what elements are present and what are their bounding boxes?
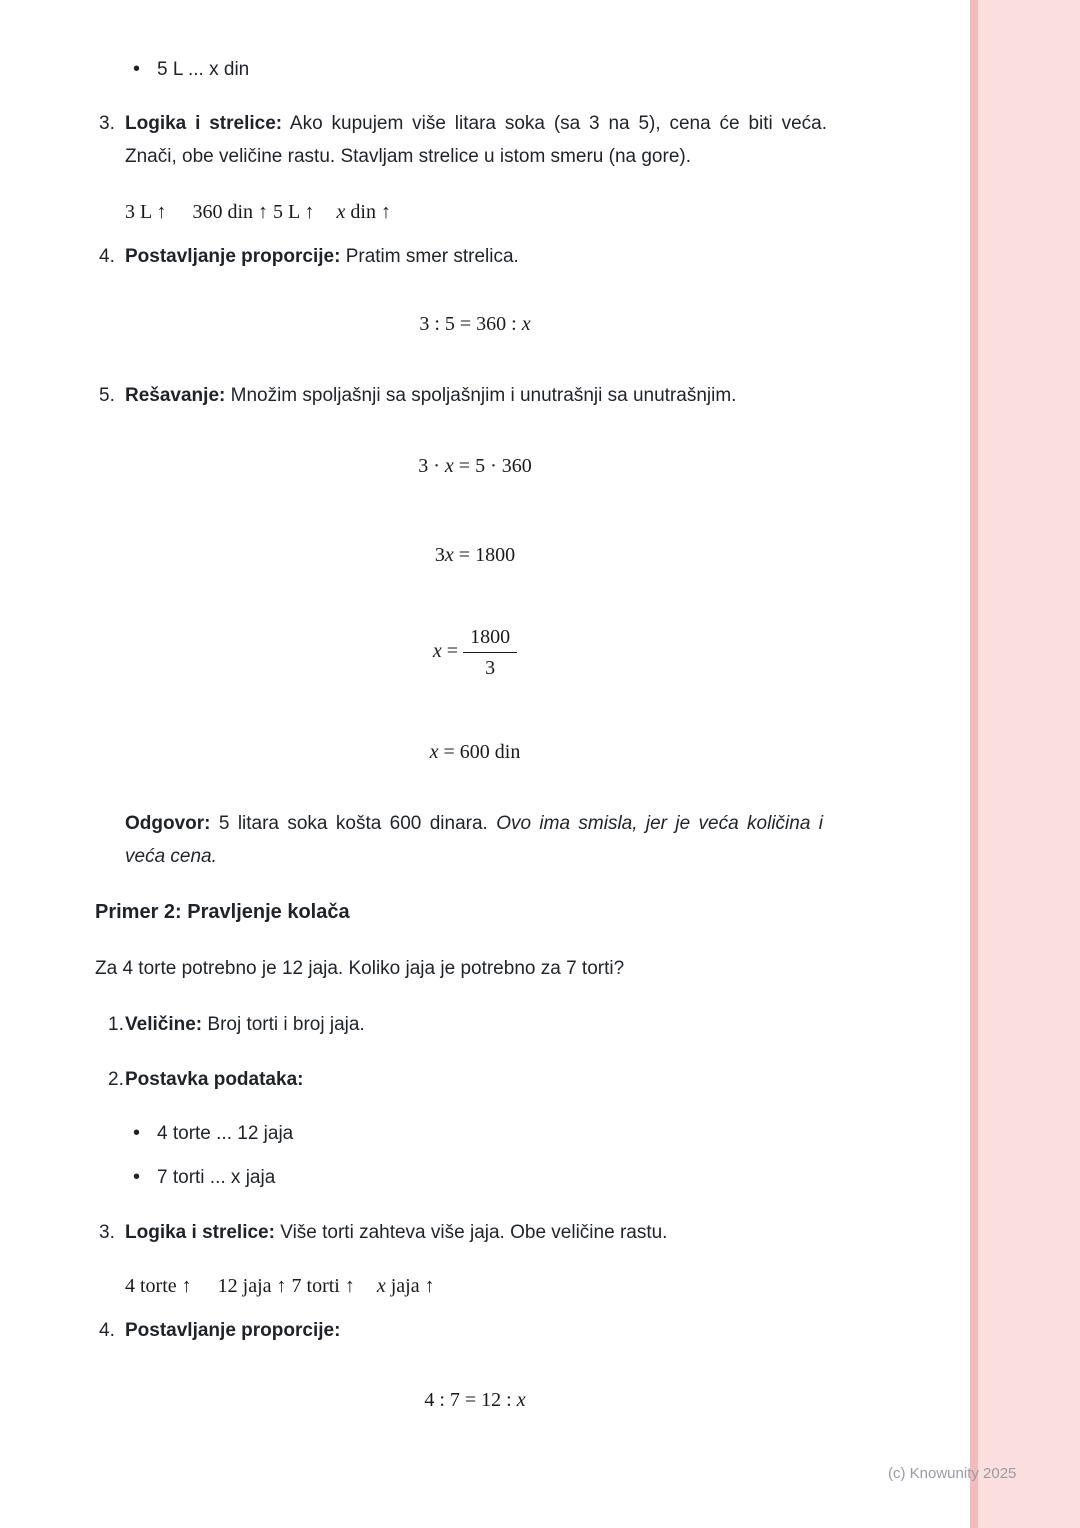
bullet-item <box>133 1117 823 1150</box>
math-variable: x <box>444 544 454 566</box>
math-variable: x <box>432 640 442 663</box>
equation-multiply <box>95 450 855 483</box>
bullet-item <box>133 1161 823 1194</box>
math-segment: jaja ↑ <box>385 1275 435 1297</box>
step-label: Logika i strelice: <box>125 113 283 134</box>
answer-label: Odgovor: <box>125 813 211 834</box>
step-text-block <box>125 240 827 273</box>
math-arrows-line <box>125 1270 435 1303</box>
equation-proportion-1 <box>95 308 855 341</box>
step-label: Postavljanje proporcije: <box>125 1320 341 1341</box>
answer-remark: Ovo ima smisla, jer je veća količina i veća cena. <box>125 813 824 867</box>
numbered-step <box>99 1314 827 1347</box>
page-accent-stripe <box>978 0 1080 1528</box>
numbered-step <box>108 1063 828 1096</box>
fraction-numerator: 1800 <box>463 622 517 653</box>
step-number: 3. <box>99 1222 115 1243</box>
bullet-item <box>133 53 823 86</box>
bullet-text: 7 torti ... x jaja <box>157 1167 276 1188</box>
step-label: Postavka podataka: <box>125 1069 304 1090</box>
math-expression: 3 : 5 = 360 : <box>419 313 522 335</box>
answer-text: 5 litara soka košta 600 dinara. <box>218 813 497 834</box>
step-number: 2. <box>108 1069 124 1090</box>
equation-proportion-2 <box>95 1384 855 1417</box>
step-text-block <box>125 379 827 412</box>
step-number: 4. <box>99 246 115 267</box>
math-expression: 3 <box>434 544 445 566</box>
math-variable: x <box>516 1389 526 1411</box>
math-variable: x <box>376 1275 386 1297</box>
bullet-marker: • <box>133 58 141 80</box>
math-variable: x <box>521 313 531 335</box>
step-text: Više torti zahteva više jaja. Obe veličine rastu. <box>280 1222 668 1243</box>
math-expression: 4 : 7 = 12 : <box>424 1389 517 1411</box>
step-number: 5. <box>99 385 115 406</box>
bullet-marker: • <box>133 1166 141 1188</box>
math-segment: din ↑ <box>345 201 391 223</box>
step-text: Množim spoljašnji sa spoljašnjim i unutrašnji sa unutrašnjim. <box>230 385 737 406</box>
step-number: 1. <box>108 1014 124 1035</box>
math-variable: x <box>429 741 439 763</box>
numbered-step <box>99 379 827 412</box>
step-text-block <box>125 1216 827 1249</box>
math-expression: = 600 din <box>438 741 521 763</box>
step-text: Ako kupujem više litara soka (sa 3 na 5), cena će biti veća. Znači, obe veličine rastu. Stavljam strelice u istom smeru (na gore). <box>125 113 827 167</box>
step-text-block <box>125 107 827 173</box>
math-variable: x <box>336 201 346 223</box>
math-expression: 3 · <box>418 455 445 477</box>
math-segment: 360 din ↑ 5 L ↑ <box>192 201 315 223</box>
math-variable: x <box>444 455 454 477</box>
fraction-denominator: 3 <box>485 657 496 679</box>
math-expression: = 1800 <box>453 544 516 566</box>
math-segment: 4 torte ↑ <box>125 1275 192 1297</box>
watermark: (c) Knowunity 2025 <box>888 1465 1017 1482</box>
step-text: Broj torti i broj jaja. <box>207 1014 365 1035</box>
step-text-block <box>125 1314 827 1347</box>
step-text-block <box>125 1008 828 1041</box>
bullet-text: 4 torte ... 12 jaja <box>157 1123 294 1144</box>
math-segment: 12 jaja ↑ 7 torti ↑ <box>217 1275 355 1297</box>
equation-fraction <box>95 622 855 683</box>
fraction <box>463 622 517 683</box>
step-text: Pratim smer strelica. <box>345 246 519 267</box>
page-accent-line <box>970 0 978 1528</box>
step-label: Veličine: <box>125 1014 203 1035</box>
numbered-step <box>99 107 827 173</box>
math-expression: = 5 · 360 <box>453 455 532 477</box>
math-arrows-line <box>125 196 391 229</box>
math-segment: 3 L ↑ <box>125 201 167 223</box>
numbered-step <box>99 240 827 273</box>
section-heading: Primer 2: Pravljenje kolača <box>95 901 350 923</box>
bullet-text: 5 L ... x din <box>157 59 250 80</box>
numbered-step <box>99 1216 827 1249</box>
numbered-step <box>108 1008 828 1041</box>
step-number: 3. <box>99 113 115 134</box>
math-equals: = <box>441 640 464 663</box>
bullet-marker: • <box>133 1122 141 1144</box>
step-text-block <box>125 1063 828 1096</box>
step-number: 4. <box>99 1320 115 1341</box>
step-label: Logika i strelice: <box>125 1222 275 1243</box>
step-label: Postavljanje proporcije: <box>125 246 341 267</box>
equation-result <box>95 736 855 769</box>
answer-paragraph <box>125 807 823 873</box>
step-label: Rešavanje: <box>125 385 226 406</box>
equation-simplified <box>95 539 855 572</box>
intro-paragraph: Za 4 torte potrebno je 12 jaja. Koliko jaja je potrebno za 7 torti? <box>95 958 625 979</box>
